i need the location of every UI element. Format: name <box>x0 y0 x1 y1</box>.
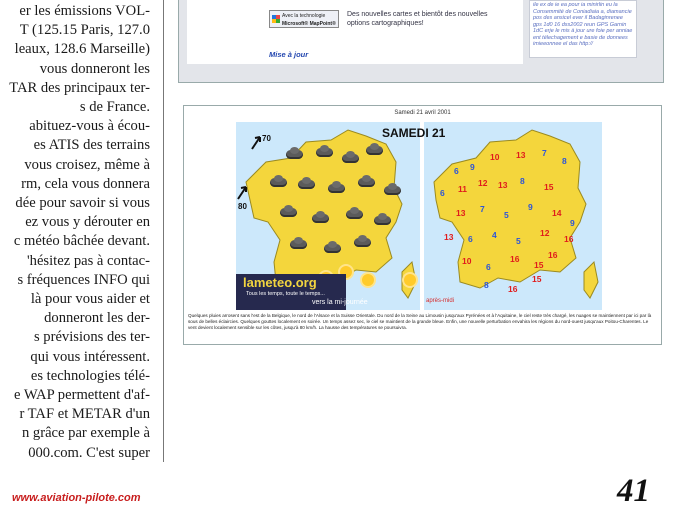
temperature-label: 16 <box>510 254 520 264</box>
article-line: leaux, 128.6 Marseille) <box>14 41 150 58</box>
cloud-rain-icon <box>374 216 391 225</box>
article-column <box>0 0 152 470</box>
temperature-label: 6 <box>486 262 491 272</box>
sidebar-text-box: ile ex de ie ea pour ia minirlin eu la Consemmité de Coniadiaia a, diamancie pos des ansicel ever il Badaginrenee gps 1d0 16 dss2002 reun GPS Garnin 1dC erje le mis à jour ure foie per anniae ent télechagement e basie de donnees imieeonnee el das http:// <box>529 0 637 58</box>
article-line: donneront les der- <box>44 310 150 327</box>
france-map-shape <box>424 122 602 310</box>
wind-arrow-icon <box>236 184 250 200</box>
afternoon-label: après-midi <box>426 298 455 304</box>
cloud-rain-icon <box>342 154 359 163</box>
cloud-rain-icon <box>324 244 341 253</box>
temperature-label: 7 <box>542 148 547 158</box>
noon-label: vers la mi-journée <box>312 299 368 306</box>
day-title: SAMEDI 21 <box>382 126 446 140</box>
cloud-rain-icon <box>366 146 383 155</box>
windows-logo-icon <box>272 15 280 23</box>
cloud-rain-icon <box>384 186 401 195</box>
logo-name: lameteo.org <box>243 275 317 290</box>
column-divider <box>163 0 164 462</box>
cloud-rain-icon <box>286 150 303 159</box>
sun-icon <box>404 274 416 286</box>
weather-header: Samedi 21 avril 2001 <box>394 110 451 116</box>
article-line: c météo bâchée devant. <box>13 233 150 250</box>
temperature-label: 6 <box>454 166 459 176</box>
promo-text: Des nouvelles cartes et bientôt des nouvelles options cartographiques! <box>347 11 488 27</box>
article-line: dée pour savoir si vous <box>15 195 150 211</box>
temperature-label: 16 <box>508 284 518 294</box>
temperature-label: 15 <box>534 260 544 270</box>
article-line: s fréquences INFO qui <box>17 271 150 288</box>
wind-speed-label: 70 <box>262 134 271 143</box>
footer-url[interactable]: www.aviation-pilote.com <box>12 492 141 504</box>
cloud-rain-icon <box>346 210 363 219</box>
article-line: T (125.15 Paris, 127.0 <box>19 22 150 39</box>
article-line: abituez-vous à écou- <box>29 118 150 135</box>
temperature-label: 13 <box>498 180 508 190</box>
temperature-label: 16 <box>564 234 574 244</box>
cloud-rain-icon <box>328 184 345 193</box>
article-line: rm, cela vous donnera <box>21 175 150 192</box>
sun-icon <box>362 274 374 286</box>
temperature-label: 7 <box>480 204 485 214</box>
cloud-rain-icon <box>316 148 333 157</box>
article-line: 000.com. C'est super <box>28 444 150 461</box>
temperature-label: 5 <box>504 210 509 220</box>
temperature-label: 14 <box>552 208 562 218</box>
badge-line-2: Microsoft® MapPoint® <box>282 21 336 27</box>
temperature-label: 12 <box>478 178 488 188</box>
wind-speed-label: 80 <box>238 202 247 211</box>
badge-line-1: Avec la technologie <box>282 13 326 19</box>
mappoint-badge <box>269 10 339 28</box>
temperature-label: 8 <box>562 156 567 166</box>
temperature-map <box>382 122 602 310</box>
temperature-label: 8 <box>520 176 525 186</box>
temperature-label: 9 <box>570 218 575 228</box>
article-line: e WAP permettent d'af- <box>14 387 150 403</box>
temperature-label: 4 <box>492 230 497 240</box>
cloud-rain-icon <box>280 208 297 217</box>
cloud-rain-icon <box>312 214 329 223</box>
website-screenshot <box>178 0 664 83</box>
article-line: es technologies télé- <box>30 367 150 384</box>
page-number: 41 <box>617 473 650 509</box>
temperature-label: 5 <box>516 236 521 246</box>
temperature-label: 11 <box>458 184 467 194</box>
cloud-rain-icon <box>270 178 287 187</box>
temperature-label: 13 <box>456 208 466 218</box>
temperature-label: 8 <box>484 280 489 290</box>
temperature-label: 13 <box>516 150 526 160</box>
cloud-rain-icon <box>298 180 315 189</box>
temperature-label: 16 <box>548 250 558 260</box>
weather-screenshot <box>183 105 662 345</box>
weather-caption: Quelques pluies arrosent sans l'est de la Belgique, le nord de l'Alsace et la Suisse Orientale. Du nord de la Seine au Limousin jusqu'aux Pyrénées et à l'Aquitaine, le ciel reste très chargé, les nuages se maintiennent par ici par là sous de belles éclaircies. Quelques gouttes localement en soirée. Un temps assez sec, le ciel se maintient de la grande bleue. Enfin, une nouvelle perturbation envahira les régions du nord-ouest jusqu'aux Poitou-Charentes. Le vent devient localement sensible sur les côtes, jusqu'à 80 km/h. La hausse des températures se poursuivra. <box>188 313 652 330</box>
article-line: er les émissions VOL- <box>19 3 150 19</box>
temperature-label: 15 <box>532 274 542 284</box>
article-line: ez vous y dérouter en <box>25 214 150 231</box>
cloud-rain-icon <box>354 238 371 247</box>
article-line: n grâce par exemple à <box>21 425 150 442</box>
temperature-label: 6 <box>468 234 473 244</box>
article-line: vous donneront les <box>39 60 150 77</box>
article-line: 'hésitez pas à contac- <box>27 252 150 269</box>
temperature-label: 10 <box>490 152 500 162</box>
temperature-label: 15 <box>544 182 554 192</box>
article-line: qui vous intéressent. <box>30 348 150 365</box>
article-line: s prévisions des ter- <box>33 329 150 346</box>
temperature-label: 10 <box>462 256 472 266</box>
article-line: r TAF et METAR d'un <box>19 406 150 423</box>
article-line: TAR des principaux ter- <box>9 79 150 96</box>
article-line: s de France. <box>79 99 150 115</box>
cloud-rain-icon <box>290 240 307 249</box>
temperature-label: 12 <box>540 228 550 238</box>
article-line: es ATIS des terrains <box>33 137 150 154</box>
cloud-rain-icon <box>358 178 375 187</box>
temperature-label: 9 <box>470 162 475 172</box>
article-line: là pour vous aider et <box>30 291 150 307</box>
temperature-label: 13 <box>444 232 454 242</box>
logo-tagline: Tous les temps, toute le temps... <box>246 291 325 297</box>
temperature-label: 9 <box>528 202 533 212</box>
screenshot-content <box>187 0 523 64</box>
article-line: vous croisez, même à <box>24 156 150 173</box>
update-link[interactable]: Mise à jour <box>269 50 309 59</box>
temperature-label: 6 <box>440 188 445 198</box>
